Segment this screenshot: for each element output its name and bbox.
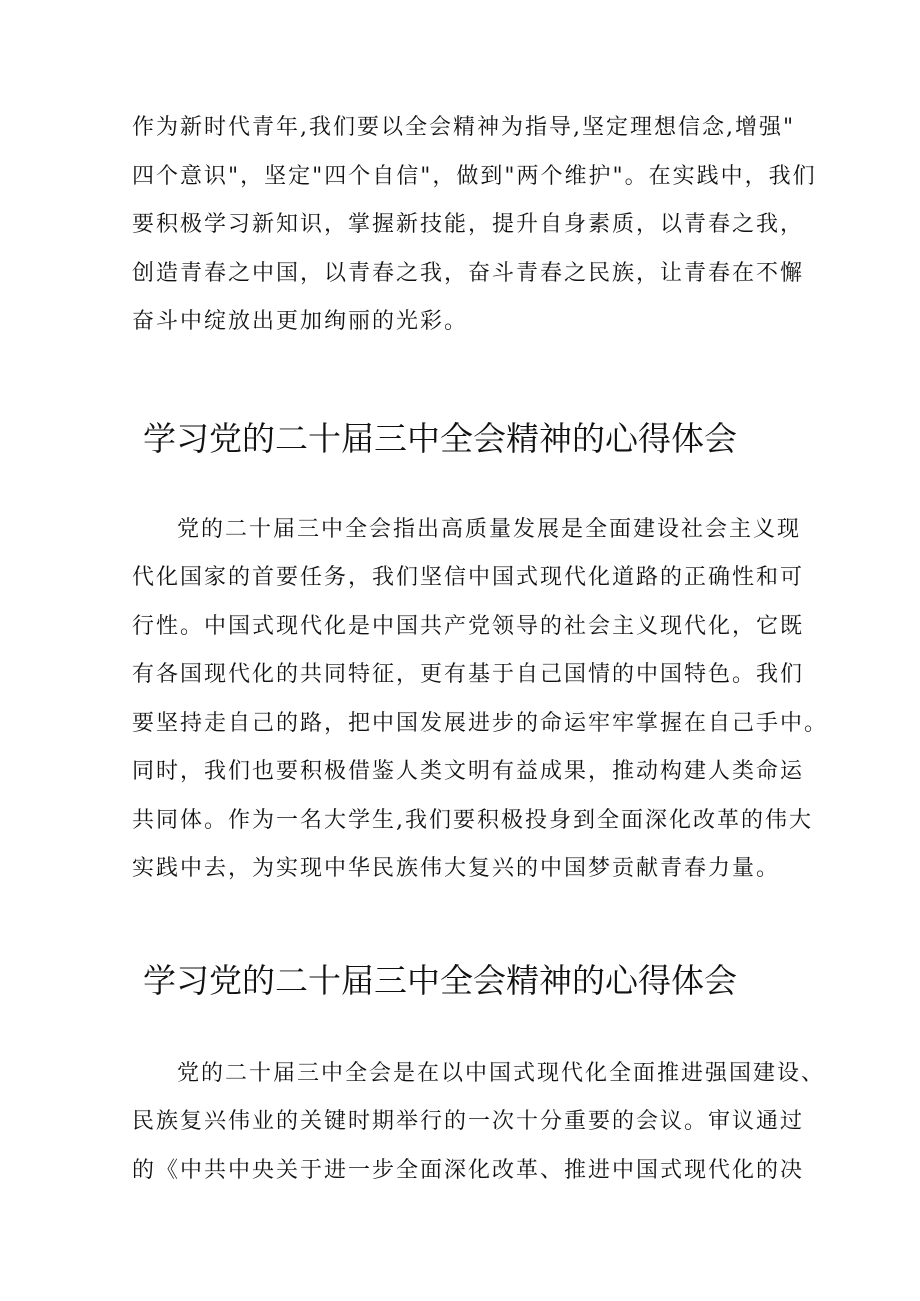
paragraph-line: 民族复兴伟业的关键时期举行的一次十分重要的会议。审议通过 <box>132 1109 805 1134</box>
paragraph-line: 作为新时代青年,我们要以全会精神为指导,坚定理想信念,增强" <box>132 115 796 140</box>
paragraph-line: 的《中共中央关于进一步全面深化改革、推进中国式现代化的决 <box>132 1158 805 1183</box>
paragraph-line: 四个意识"，坚定"四个自信"，做到"两个维护"。在实践中，我们 <box>132 164 817 189</box>
paragraph-line: 党的二十届三中全会是在以中国式现代化全面推进强国建设、 <box>177 1061 826 1086</box>
paragraph-line: 共同体。作为一名大学生,我们要积极投身到全面深化改革的伟大 <box>132 808 813 833</box>
paragraph-line: 党的二十届三中全会指出高质量发展是全面建设社会主义现 <box>177 517 802 542</box>
paragraph-line: 代化国家的首要任务，我们坚信中国式现代化道路的正确性和可 <box>132 565 805 590</box>
paragraph-line: 要坚持走自己的路，把中国发展进步的命运牢牢掌握在自己手中。 <box>132 711 829 736</box>
paragraph-line: 要积极学习新知识，掌握新技能，提升自身素质，以青春之我， <box>132 212 805 237</box>
paragraph-line: 行性。中国式现代化是中国共产党领导的社会主义现代化，它既 <box>132 614 805 639</box>
paragraph-line: 实践中去，为实现中华民族伟大复兴的中国梦贡献青春力量。 <box>132 856 781 881</box>
paragraph-line: 有各国现代化的共同特征，更有基于自己国情的中国特色。我们 <box>132 662 805 687</box>
paragraph-line: 创造青春之中国，以青春之我，奋斗青春之民族，让青春在不懈 <box>132 261 805 286</box>
section-heading: 学习党的二十届三中全会精神的心得体会 <box>143 961 737 1000</box>
paragraph-line: 同时，我们也要积极借鉴人类文明有益成果，推动构建人类命运 <box>132 759 805 784</box>
section-heading: 学习党的二十届三中全会精神的心得体会 <box>143 419 737 458</box>
paragraph-line: 奋斗中绽放出更加绚丽的光彩。 <box>132 309 469 334</box>
